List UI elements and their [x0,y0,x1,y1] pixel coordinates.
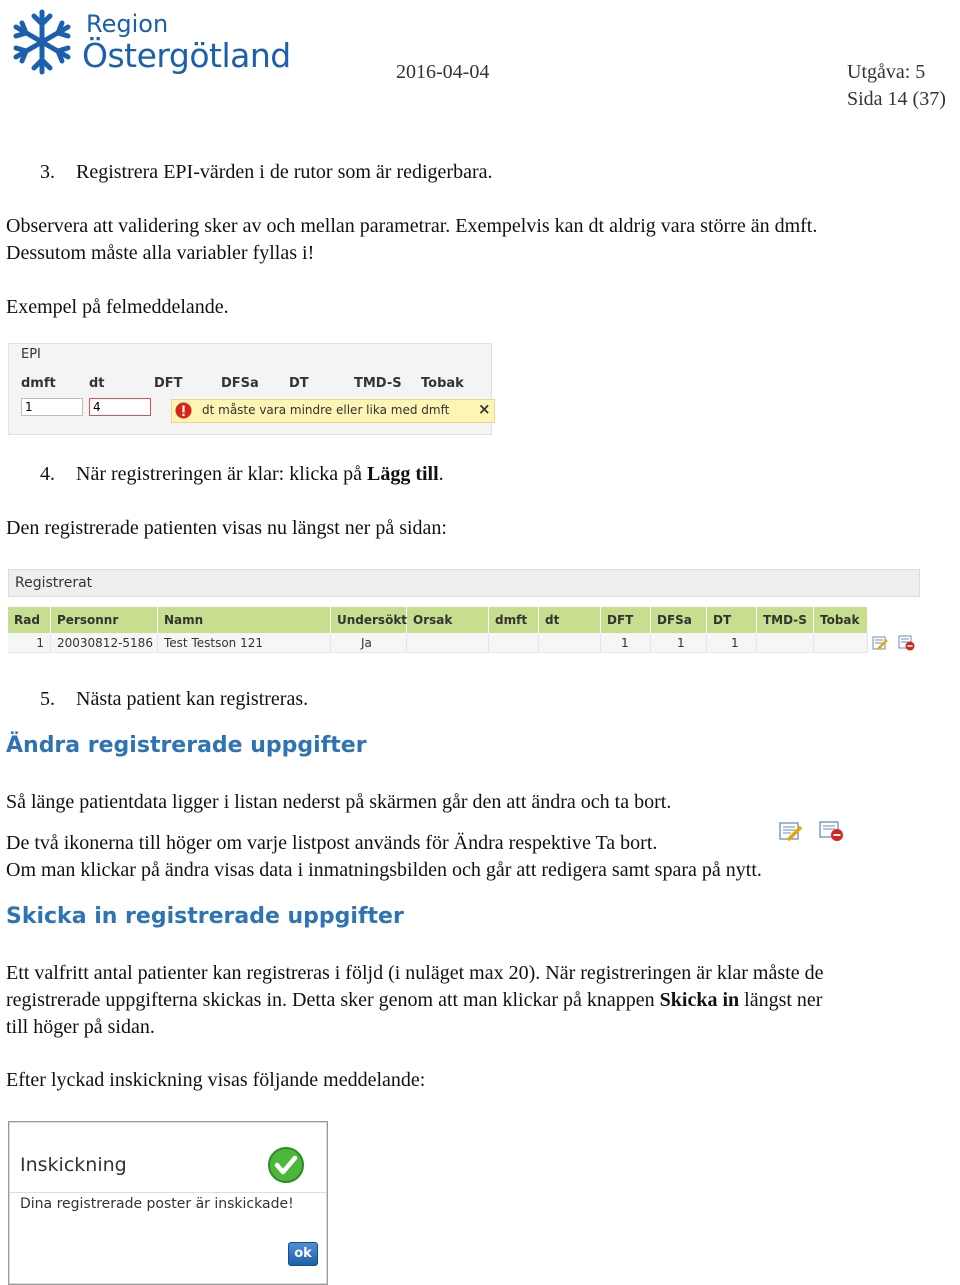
cell-dft: 1 [601,633,651,653]
edit-paragraph-1: Så länge patientdata ligger i listan nederst på skärmen går den att ändra och ta bort. [6,791,672,813]
step-5-text: Nästa patient kan registreras. [76,688,309,710]
cell-tobak [814,633,868,653]
logo [6,6,296,80]
epi-label-dt: dt [89,376,105,391]
logo-text-region: Region [86,10,169,38]
dmft-input[interactable] [21,398,83,416]
submit-line2-c: längst ner [739,989,823,1011]
cell-dt [539,633,601,653]
submit-paragraph-line2 [6,987,822,1013]
submit-button-name: Skicka in [659,989,740,1011]
epi-form-screenshot [8,343,492,435]
epi-label-dt-upper: DT [289,376,309,391]
epi-label-dmft: dmft [21,376,56,391]
col-header-tobak: Tobak [814,607,868,633]
col-header-orsak: Orsak [407,607,489,633]
header-date: 2016-04-04 [396,61,490,83]
error-tooltip [171,399,495,423]
epi-label-dft: DFT [154,376,183,391]
validation-note-line1: Observera att validering sker av och mellan parametrar. Exempelvis kan dt aldrig vara större än dmft. [6,215,818,237]
submit-paragraph-line1: Ett valfritt antal patienter kan registreras i följd (i nuläget max 20). När registreringen är klar måste de [6,962,824,984]
cell-orsak [407,633,489,653]
col-header-namn: Namn [158,607,331,633]
col-header-tmds: TMD-S [757,607,814,633]
step-4-period: . [438,463,444,485]
cell-dt-upper: 1 [707,633,757,653]
validation-note-line2: Dessutom måste alla variabler fyllas i! [6,242,315,264]
step-4-text-main: När registreringen är klar: klicka på [76,463,367,485]
success-check-icon [267,1146,305,1184]
registered-title: Registrerat [15,575,93,591]
cell-personnr: 20030812-5186 [51,633,158,653]
delete-row-icon[interactable] [898,635,915,651]
registered-header [8,569,920,597]
epi-label-tmds: TMD-S [354,376,402,391]
epi-label-dfsa: DFSa [221,376,259,391]
logo-snowflake-icon [6,6,78,78]
error-close-icon[interactable]: × [478,400,491,418]
heading-edit-records: Ändra registrerade uppgifter [6,733,367,758]
cell-tmds [757,633,814,653]
edit-paragraph-3: Om man klickar på ändra visas data i inmatningsbilden och går att redigera samt spara på nytt. [6,859,762,881]
col-header-dfsa: DFSa [651,607,707,633]
heading-submit-records: Skicka in registrerade uppgifter [6,904,404,929]
ok-button[interactable]: ok [288,1242,318,1266]
edit-paragraph-2: De två ikonerna till höger om varje listpost används för Ändra respektive Ta bort. [6,832,658,854]
cell-namn: Test Testson 121 [158,633,331,653]
col-header-dt: dt [539,607,601,633]
step-3-text: Registrera EPI-värden i de rutor som är redigerbara. [76,161,493,183]
header-edition: Utgåva: 5 [847,61,926,83]
col-header-undersokt: Undersökt [331,607,407,633]
step-4-number: 4. [40,463,55,485]
col-header-dmft: dmft [489,607,539,633]
cell-dmft [489,633,539,653]
error-message: dt måste vara mindre eller lika med dmft [202,403,450,417]
registered-table-screenshot [8,569,920,657]
step-5-number: 5. [40,688,55,710]
col-header-personnr: Personnr [51,607,158,633]
step-4-add-label: Lägg till [366,463,439,485]
edit-icon [778,820,804,842]
error-example-intro: Exempel på felmeddelande. [6,296,229,318]
epi-title: EPI [21,347,41,362]
registered-intro: Den registrerade patienten visas nu längst ner på sidan: [6,517,447,539]
dialog-message: Dina registrerade poster är inskickade! [20,1196,294,1212]
logo-text-ostergotland: Östergötland [82,36,291,75]
col-header-dt-upper: DT [707,607,757,633]
cell-rad: 1 [8,633,51,653]
edit-row-icon[interactable] [872,635,889,651]
dt-input[interactable] [89,398,151,416]
submit-line2-a: registrerade uppgifterna skickas in. Detta sker genom att man klickar på knappen [6,989,660,1011]
step-4-text [76,461,444,487]
error-icon [175,402,192,419]
header-page: Sida 14 (37) [847,88,946,110]
delete-icon [818,820,846,842]
cell-dfsa: 1 [651,633,707,653]
step-3-number: 3. [40,161,55,183]
submit-paragraph-line3: till höger på sidan. [6,1016,155,1038]
success-intro: Efter lyckad inskickning visas följande meddelande: [6,1069,426,1091]
col-header-rad: Rad [8,607,51,633]
dialog-divider [10,1192,326,1193]
col-header-dft: DFT [601,607,651,633]
submission-dialog [8,1121,328,1285]
epi-label-tobak: Tobak [421,376,464,391]
dialog-title: Inskickning [20,1154,127,1176]
cell-undersokt: Ja [331,633,407,653]
